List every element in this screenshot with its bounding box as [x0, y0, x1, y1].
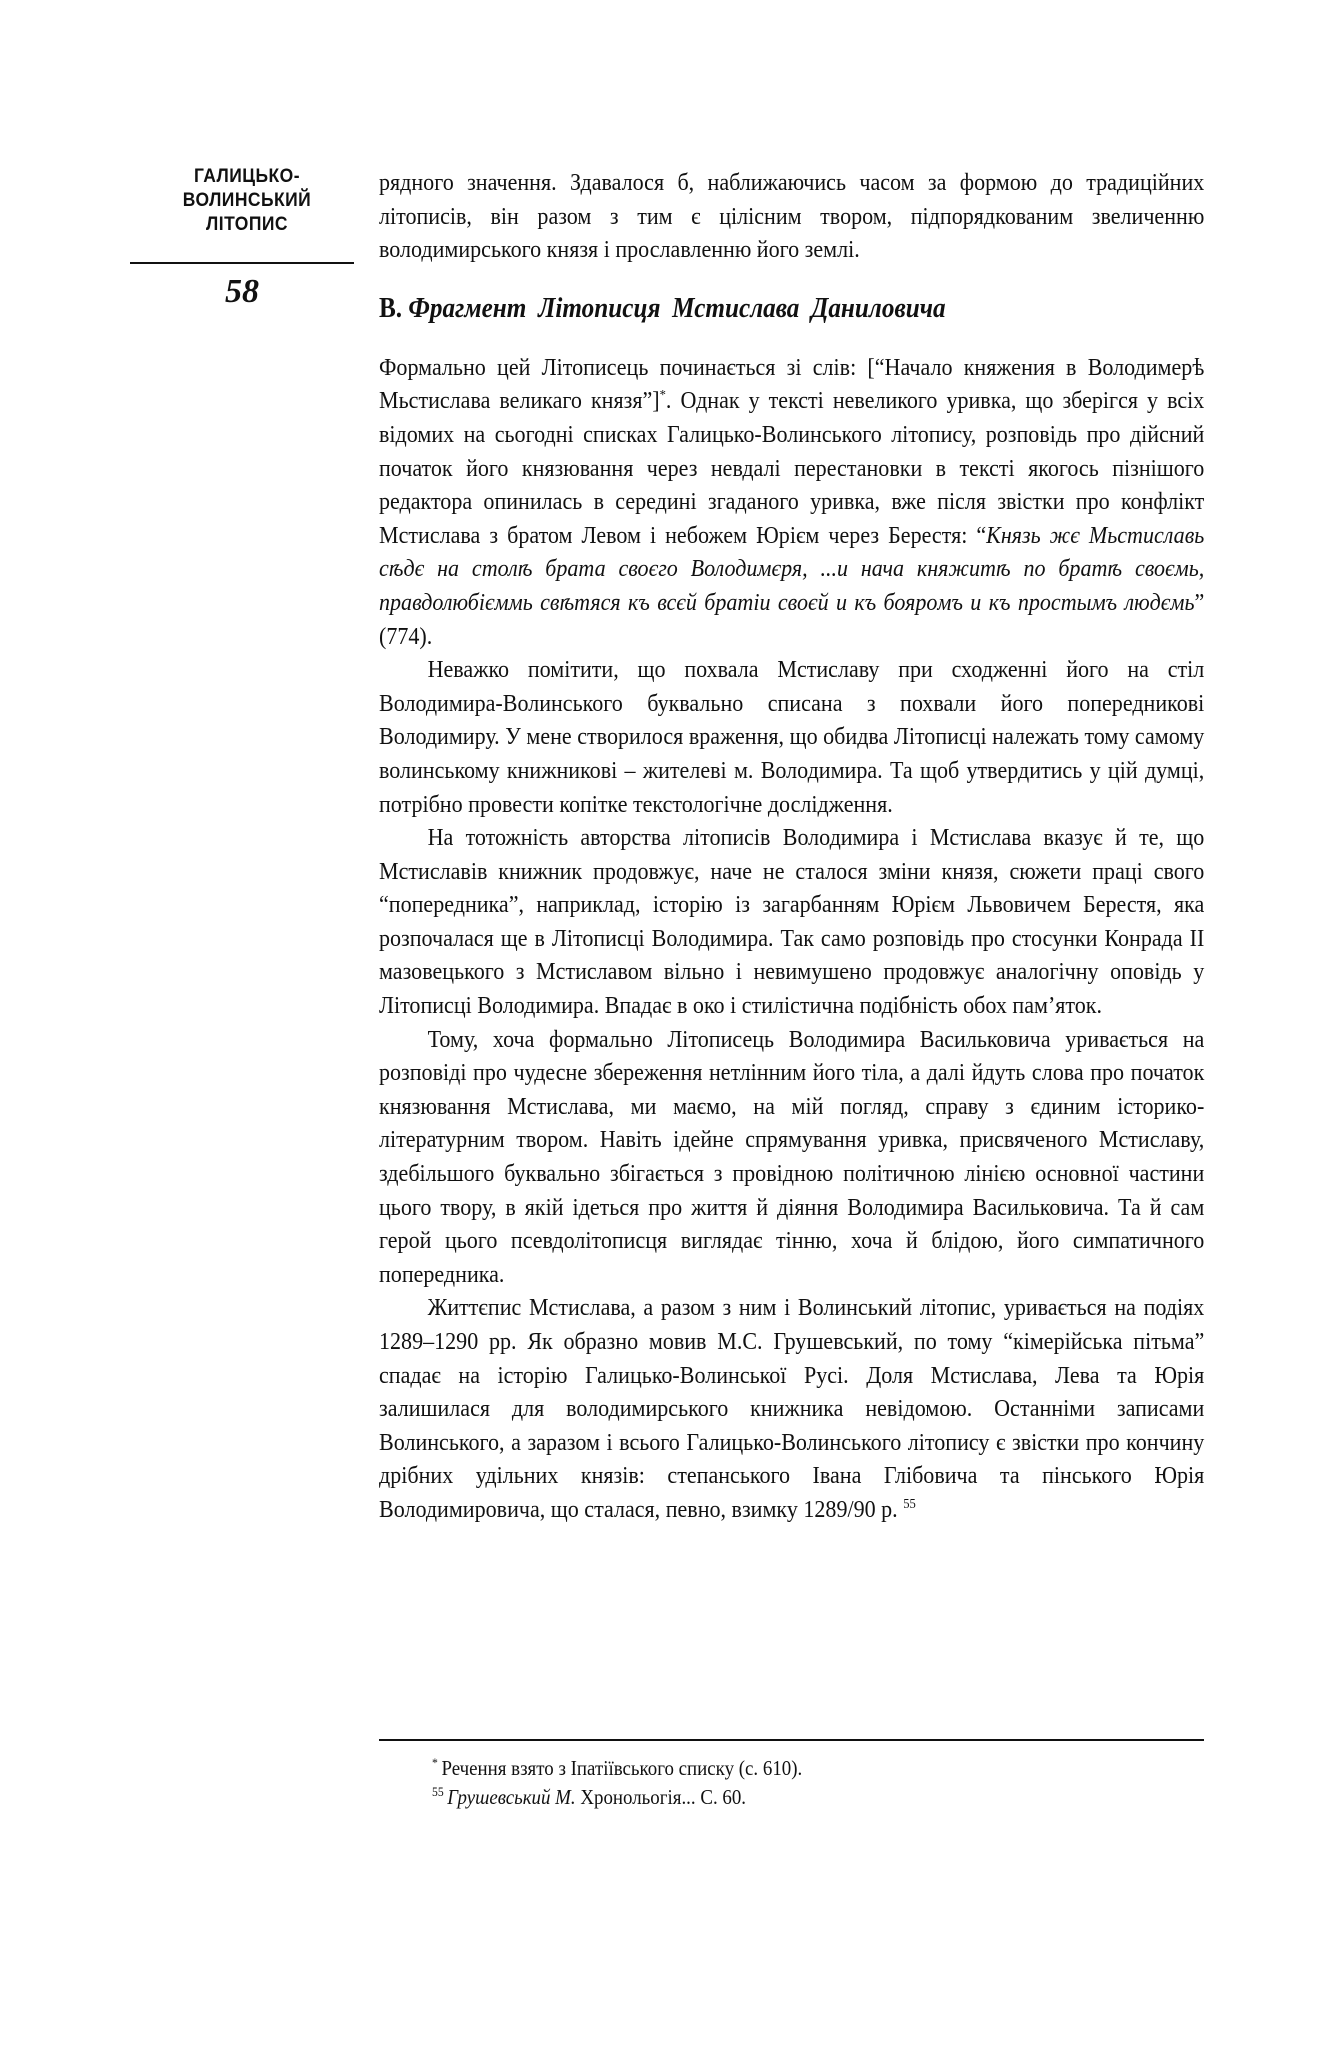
footnote-text: Речення взято з Іпатіївського списку (с. 610).	[441, 1756, 803, 1780]
running-head-divider	[130, 262, 354, 264]
running-head-line: ЛІТОПИС	[206, 214, 288, 235]
paragraph-continued: рядного значення. Здавалося б, наближаючись часом за формою до традиційних літописів, він разом з тим є цілісним твором, підпорядкованим звеличенню володимирського князя і прославленню його землі.	[379, 169, 1205, 264]
footnotes	[432, 1754, 1116, 1812]
paragraph: На тотожність авторства літописів Володимира і Мстислава вказує й те, що Мстиславів книжник продовжує, наче не сталося зміни князя, сюжети праці свого “попередника”, наприклад, історію із загарбанням Юрієм Львовичем Берестя, яка розпочалася ще в Літописці Володимира. Так само розповідь про стосунки Конрада II мазовецького з Мстиславом вільно і невимушено продовжує аналогічну оповідь у Літописці Володимира. Впадає в око і стилістична подібність обох пам’яток.	[379, 824, 1205, 1020]
paragraph-text: ” (774).	[379, 588, 1205, 650]
section-heading	[379, 289, 1204, 329]
main-text	[379, 166, 1204, 1527]
footnote-author: Грушевський М.	[447, 1785, 576, 1809]
paragraph: Тому, хоча формально Літописець Володимира Васильковича уривається на розповіді про чудесне збереження нетлінним його тіла, а далі йдуть слова про початок князювання Мстислава, ми маємо, на мій погляд, справу з єдиним історико-літературним твором. Навіть ідейне спрямування уривка, присвяченого Мстиславу, здебільшого буквально збігається з провідною політичною лінією основної частини цього твору, в якій ідеться про життя й діяння Володимира Васильковича. Та й сам герой цього псевдолітописця виглядає тінню, хоча й блідою, його симпатичного попередника.	[379, 1025, 1205, 1288]
footnote	[432, 1754, 1116, 1783]
paragraph-text: Життєпис Мстислава, а разом з ним і Волинський літопис, уривається на подіях 1289–1290 рр. Як образно мовив М.С. Грушевський, по тому “кімерійська пітьма” спадає на історію Галицько-Волинської Русі. Доля Мстислава, Лева та Юрія залишилася для володимирського книжника невідомою. Останніми записами Волинського, а заразом і всього Галицько-Волинського літопису є звістки про кончину дрібних удільних князів: степанського Івана Глібовича та пінського Юрія Володимировича, що сталася, певно, взимку 1289/90 р.	[379, 1294, 1205, 1523]
paragraph	[379, 351, 1204, 653]
running-head-line: ГАЛИЦЬКО-	[193, 166, 301, 187]
running-head	[146, 165, 348, 237]
footnote-ref-55[interactable]: 55	[903, 1496, 916, 1512]
paragraph	[379, 1291, 1204, 1526]
paragraph-text: . Однак у тексті невеликого уривка, що зберігся у всіх відомих на сьогодні списках Галицько-Волинського літопису, розповідь про дійсний початок його князювання через невдалі перестановки в тексті якогось пізнішого редактора опинилась в середині згаданого уривка, вже після звістки про конфлікт Мстислава з братом Левом і небожем Юрієм через Берестя: “	[379, 387, 1205, 549]
section-title: Фрагмент Літописця Мстислава Даниловича	[408, 292, 946, 324]
paragraph: Неважко помітити, що похвала Мстиславу при сходженні його на стіл Володимира-Волинського буквально списана з похвали його попередникові Володимиру. У мене створилося враження, що обидва Літописці належать тому самому волинському книжникові – жителеві м. Володимира. Та щоб утвердитись у цій думці, потрібно провести копітке текстологічне дослідження.	[379, 656, 1205, 818]
footnote-text: Хронольогія... С. 60.	[575, 1785, 747, 1809]
running-head-line: ВОЛИНСЬКИЙ	[182, 190, 312, 211]
footnote-ref-asterisk[interactable]: *	[659, 388, 666, 404]
paragraph-text: Формально цей Літописець починається зі слів: [“Начало княжения в Володимерѣ Мьстислава великаго князя”]	[379, 353, 1205, 415]
footnote-divider	[379, 1739, 1204, 1741]
footnote	[432, 1783, 1116, 1812]
footnote-mark: 55	[432, 1784, 444, 1799]
footnote-mark: *	[432, 1755, 438, 1770]
page-number: 58	[225, 273, 259, 310]
section-letter: В.	[379, 292, 403, 324]
chronicle-quote: Князь жє Мьстиславь сѣдє на столѣ брата своєго Володимєря, ...и нача княжитѣ по братѣ своємь, правдолюбієммь свѣтяся къ всєй братiи своєй и къ боярoмъ и къ простымъ людємь	[379, 521, 1205, 616]
